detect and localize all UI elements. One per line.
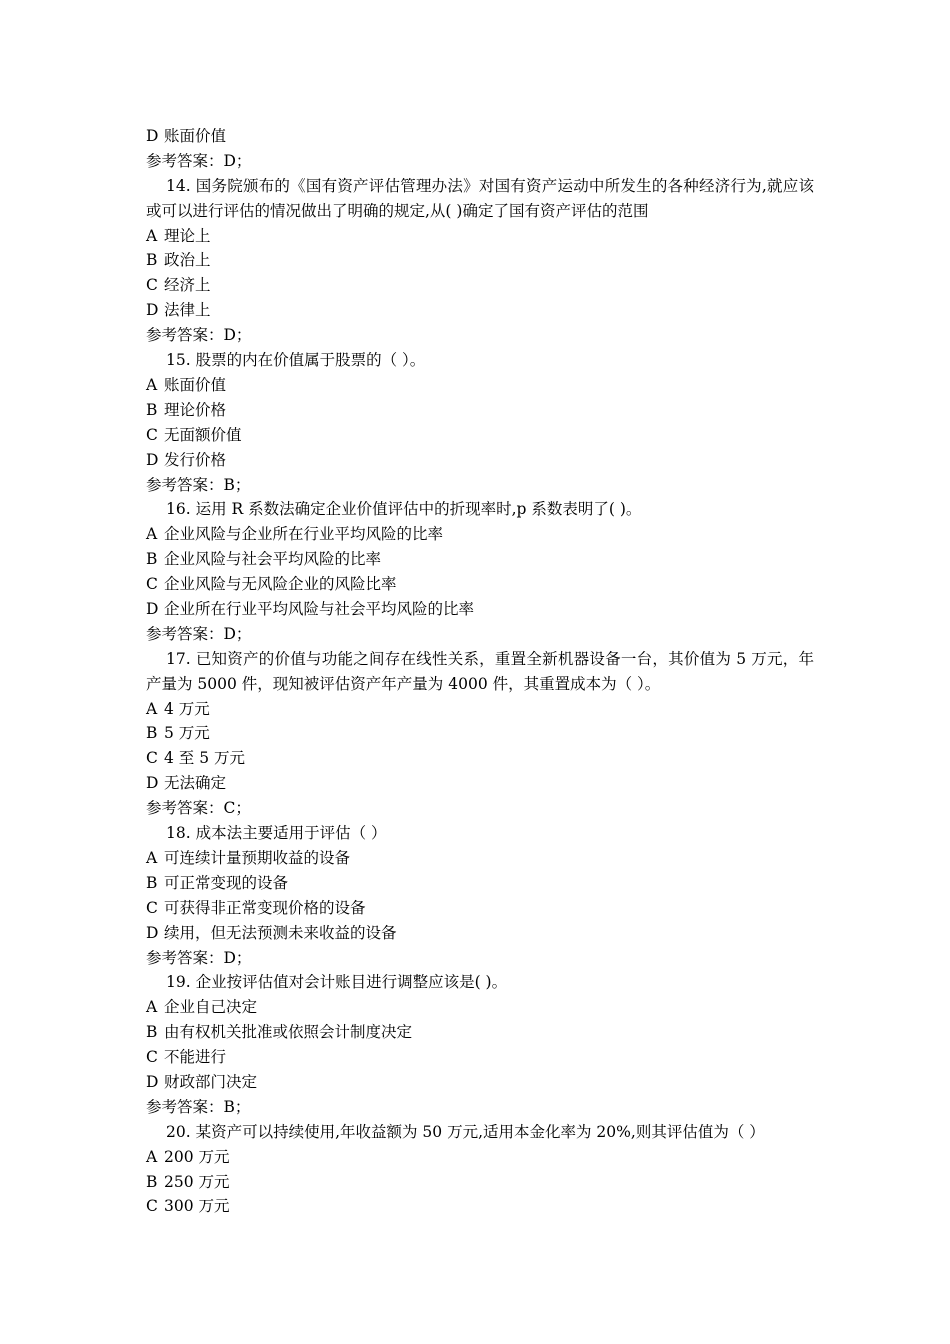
option-text: 发行价格 — [164, 450, 227, 469]
option-text: 理论上 — [164, 226, 211, 245]
option-text: 经济上 — [164, 276, 211, 295]
answer-option — [146, 248, 814, 273]
option-text: 无法确定 — [164, 774, 227, 793]
option-letter: A — [146, 998, 158, 1017]
option-text: 企业风险与企业所在行业平均风险的比率 — [164, 525, 444, 544]
option-text: 账面价值 — [164, 127, 227, 145]
answer-option — [146, 1020, 814, 1045]
document-page — [146, 124, 814, 1219]
answer-option — [146, 423, 814, 448]
answer-option — [146, 1070, 814, 1095]
option-text: 可连续计量预期收益的设备 — [164, 848, 351, 867]
answer-option — [146, 1145, 814, 1170]
option-text: 政治上 — [164, 251, 211, 270]
option-letter: B — [146, 251, 158, 270]
answer-option — [146, 448, 814, 473]
option-text: 企业风险与无风险企业的风险比率 — [164, 575, 397, 594]
answer-option — [146, 224, 814, 249]
option-letter: D — [146, 450, 159, 469]
answer-option — [146, 921, 814, 946]
reference-answer: 参考答案：D； — [146, 151, 252, 170]
option-text: 法律上 — [164, 301, 211, 320]
answer-option — [146, 995, 814, 1020]
answer-option — [146, 298, 814, 323]
option-letter: D — [146, 301, 159, 320]
answer-option — [146, 1194, 814, 1219]
option-letter: B — [146, 724, 158, 743]
option-letter: A — [146, 375, 158, 394]
answer-option — [146, 572, 814, 597]
option-text: 理论价格 — [164, 400, 227, 419]
answer-option — [146, 273, 814, 298]
option-text: 250 万元 — [164, 1172, 230, 1191]
question-text: 16. 运用 R 系数法确定企业价值评估中的折现率时,p 系数表明了( )。 — [166, 500, 642, 519]
option-letter: D — [146, 1072, 159, 1091]
answer-option — [146, 697, 814, 722]
option-letter: A — [146, 848, 158, 867]
answer-option — [146, 846, 814, 871]
reference-answer: 参考答案：B； — [146, 475, 251, 494]
option-text: 5 万元 — [164, 724, 210, 743]
option-text: 200 万元 — [164, 1147, 230, 1166]
reference-answer: 参考答案：C； — [146, 799, 251, 818]
reference-answer: 参考答案：D； — [146, 624, 252, 643]
answer-option — [146, 1170, 814, 1195]
option-letter: A — [146, 525, 158, 544]
question-text: 19. 企业按评估值对会计账目进行调整应该是( )。 — [166, 973, 508, 992]
option-text: 企业自己决定 — [164, 998, 258, 1017]
answer-option — [146, 771, 814, 796]
answer-option — [146, 398, 814, 423]
answer-option — [146, 721, 814, 746]
option-text: 企业所在行业平均风险与社会平均风险的比率 — [164, 599, 475, 618]
option-letter: C — [146, 749, 158, 768]
option-text: 不能进行 — [164, 1048, 227, 1067]
option-letter: A — [146, 1147, 158, 1166]
option-letter: D — [146, 599, 159, 618]
option-text: 企业风险与社会平均风险的比率 — [164, 550, 382, 569]
option-letter: A — [146, 226, 158, 245]
option-letter: D — [146, 127, 159, 145]
option-letter: C — [146, 1197, 158, 1216]
question-text: 15. 股票的内在价值属于股票的（ ）。 — [166, 351, 426, 370]
answer-option — [146, 1045, 814, 1070]
question-text: 17. 已知资产的价值与功能之间存在线性关系，重置全新机器设备一台，其价值为 5 万元，年产量为 5000 件，现知被评估资产年产量为 4000 件，其重置成本为（ ）。 — [146, 649, 814, 693]
option-letter: B — [146, 550, 158, 569]
option-letter: C — [146, 898, 158, 917]
option-letter: B — [146, 1172, 158, 1191]
option-letter: C — [146, 575, 158, 594]
answer-option — [146, 522, 814, 547]
option-letter: D — [146, 774, 159, 793]
option-letter: C — [146, 276, 158, 295]
option-text: 4 万元 — [164, 699, 210, 718]
option-letter: D — [146, 923, 159, 942]
option-letter: C — [146, 425, 158, 444]
option-text: 由有权机关批准或依照会计制度决定 — [164, 1023, 413, 1042]
question-text: 14. 国务院颁布的《国有资产评估管理办法》对国有资产运动中所发生的各种经济行为,就应该或可以进行评估的情况做出了明确的规定,从( )确定了国有资产评估的范围 — [146, 176, 814, 220]
option-text: 可获得非正常变现价格的设备 — [164, 898, 366, 917]
answer-option — [146, 746, 814, 771]
option-text: 财政部门决定 — [164, 1072, 258, 1091]
answer-option — [146, 124, 814, 149]
option-letter: A — [146, 699, 158, 718]
option-letter: B — [146, 873, 158, 892]
option-letter: B — [146, 400, 158, 419]
option-letter: B — [146, 1023, 158, 1042]
option-text: 4 至 5 万元 — [164, 749, 246, 768]
question-text: 20. 某资产可以持续使用,年收益额为 50 万元,适用本金化率为 20%,则其评估值为（ ） — [166, 1122, 765, 1141]
option-text: 续用，但无法预测未来收益的设备 — [164, 923, 397, 942]
option-text: 无面额价值 — [164, 425, 242, 444]
option-letter: C — [146, 1048, 158, 1067]
option-text: 300 万元 — [164, 1197, 230, 1216]
question-text: 18. 成本法主要适用于评估（ ） — [166, 824, 387, 843]
option-text: 账面价值 — [164, 375, 227, 394]
answer-option — [146, 597, 814, 622]
answer-option — [146, 896, 814, 921]
answer-option — [146, 871, 814, 896]
answer-option — [146, 547, 814, 572]
reference-answer: 参考答案：D； — [146, 326, 252, 345]
reference-answer: 参考答案：D； — [146, 948, 252, 967]
reference-answer: 参考答案：B； — [146, 1097, 251, 1116]
answer-option — [146, 373, 814, 398]
option-text: 可正常变现的设备 — [164, 873, 289, 892]
